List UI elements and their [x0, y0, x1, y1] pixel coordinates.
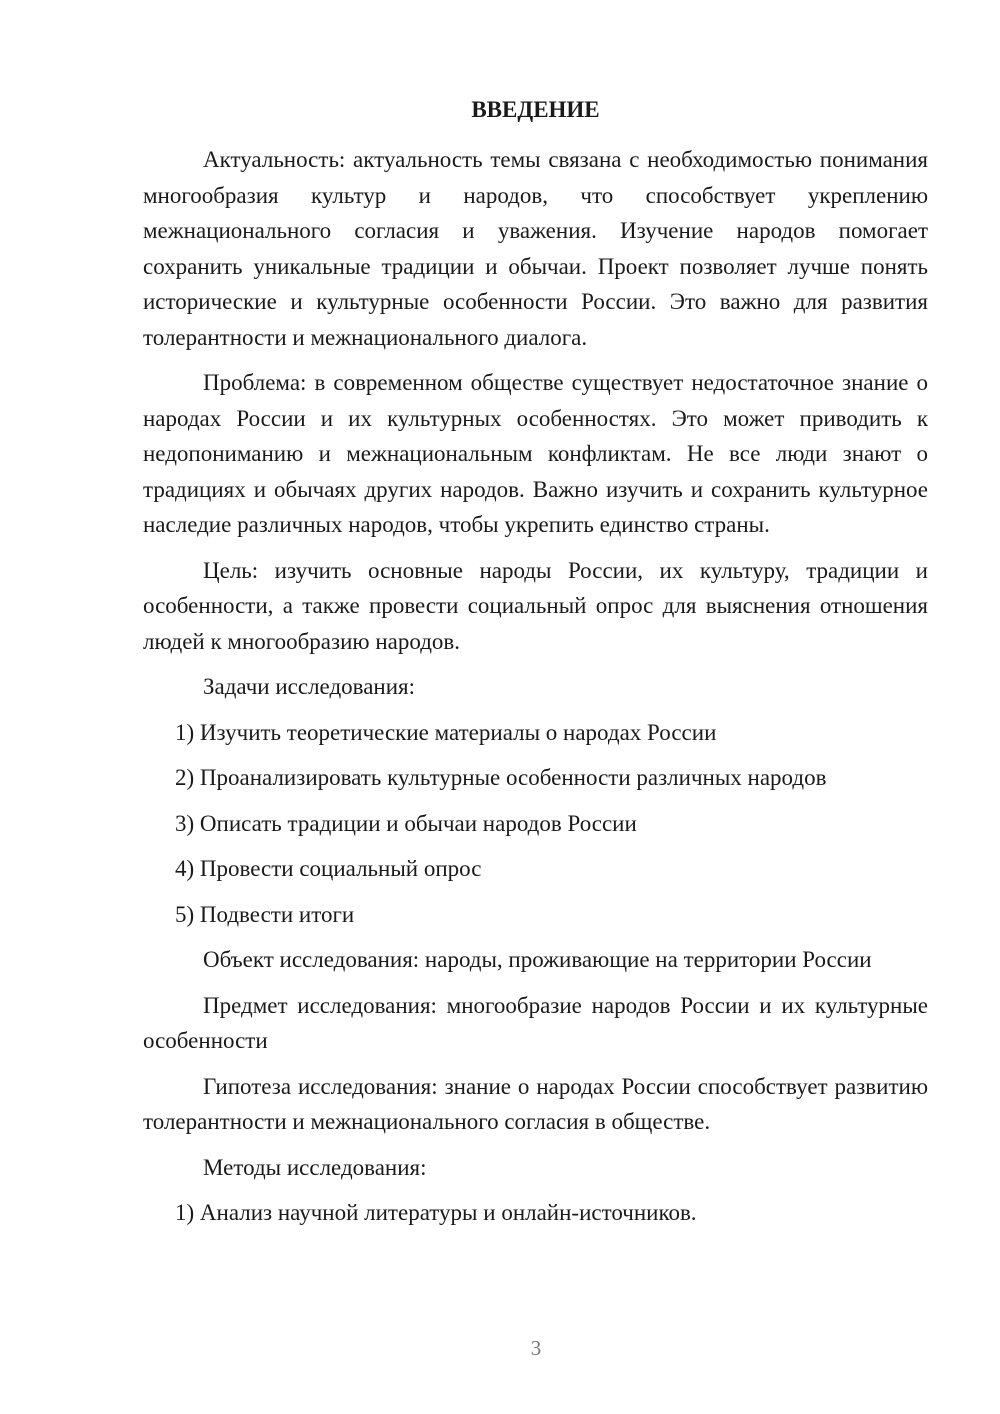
object-paragraph: Объект исследования: народы, проживающие на территории России	[203, 947, 872, 972]
task-item: 1) Изучить теоретические материалы о народах России	[175, 719, 717, 745]
page-number: 3	[530, 1336, 542, 1360]
methods-label: Методы исследования:	[203, 1154, 427, 1180]
page-title: ВВЕДЕНИЕ	[471, 97, 600, 122]
tasks-label: Задачи исследования:	[203, 674, 416, 699]
document-page	[143, 96, 928, 1241]
goal-paragraph: Цель: изучить основные народы России, их культуру, традиции и особенности, а также провести социальный опрос для выяснения отношения людей к многообразию народов.	[143, 557, 928, 654]
subject-paragraph: Предмет исследования: многообразие народов России и их культурные особенности	[143, 992, 928, 1053]
task-item: 2) Проанализировать культурные особенности различных народов	[175, 765, 827, 790]
task-item: 4) Провести социальный опрос	[175, 856, 482, 881]
method-item: 1) Анализ научной литературы и онлайн-источников.	[175, 1200, 697, 1225]
hypothesis-paragraph: Гипотеза исследования: знание о народах России способствует развитию толерантности и межнационального согласия в обществе.	[143, 1073, 928, 1134]
task-item: 5) Подвести итоги	[175, 901, 355, 927]
relevance-paragraph: Актуальность: актуальность темы связана с необходимостью понимания многообразия культур и народов, что способствует укреплению межнационального согласия и уважения. Изучение народов помогает сохранить уникальные традиции и обычаи. Проект позволяет лучше понять исторические и культурные особенности России. Это важно для развития толерантности и межнационального диалога.	[143, 147, 928, 350]
problem-paragraph: Проблема: в современном обществе существует недостаточное знание о народах России и их культурных особенностях. Это может приводить к недопониманию и межнациональным конфликтам. Не все люди знают о традициях и обычаях других народов. Важно изучить и сохранить культурное наследие различных народов, чтобы укрепить единство страны.	[143, 370, 928, 537]
task-item: 3) Описать традиции и обычаи народов России	[175, 810, 637, 836]
